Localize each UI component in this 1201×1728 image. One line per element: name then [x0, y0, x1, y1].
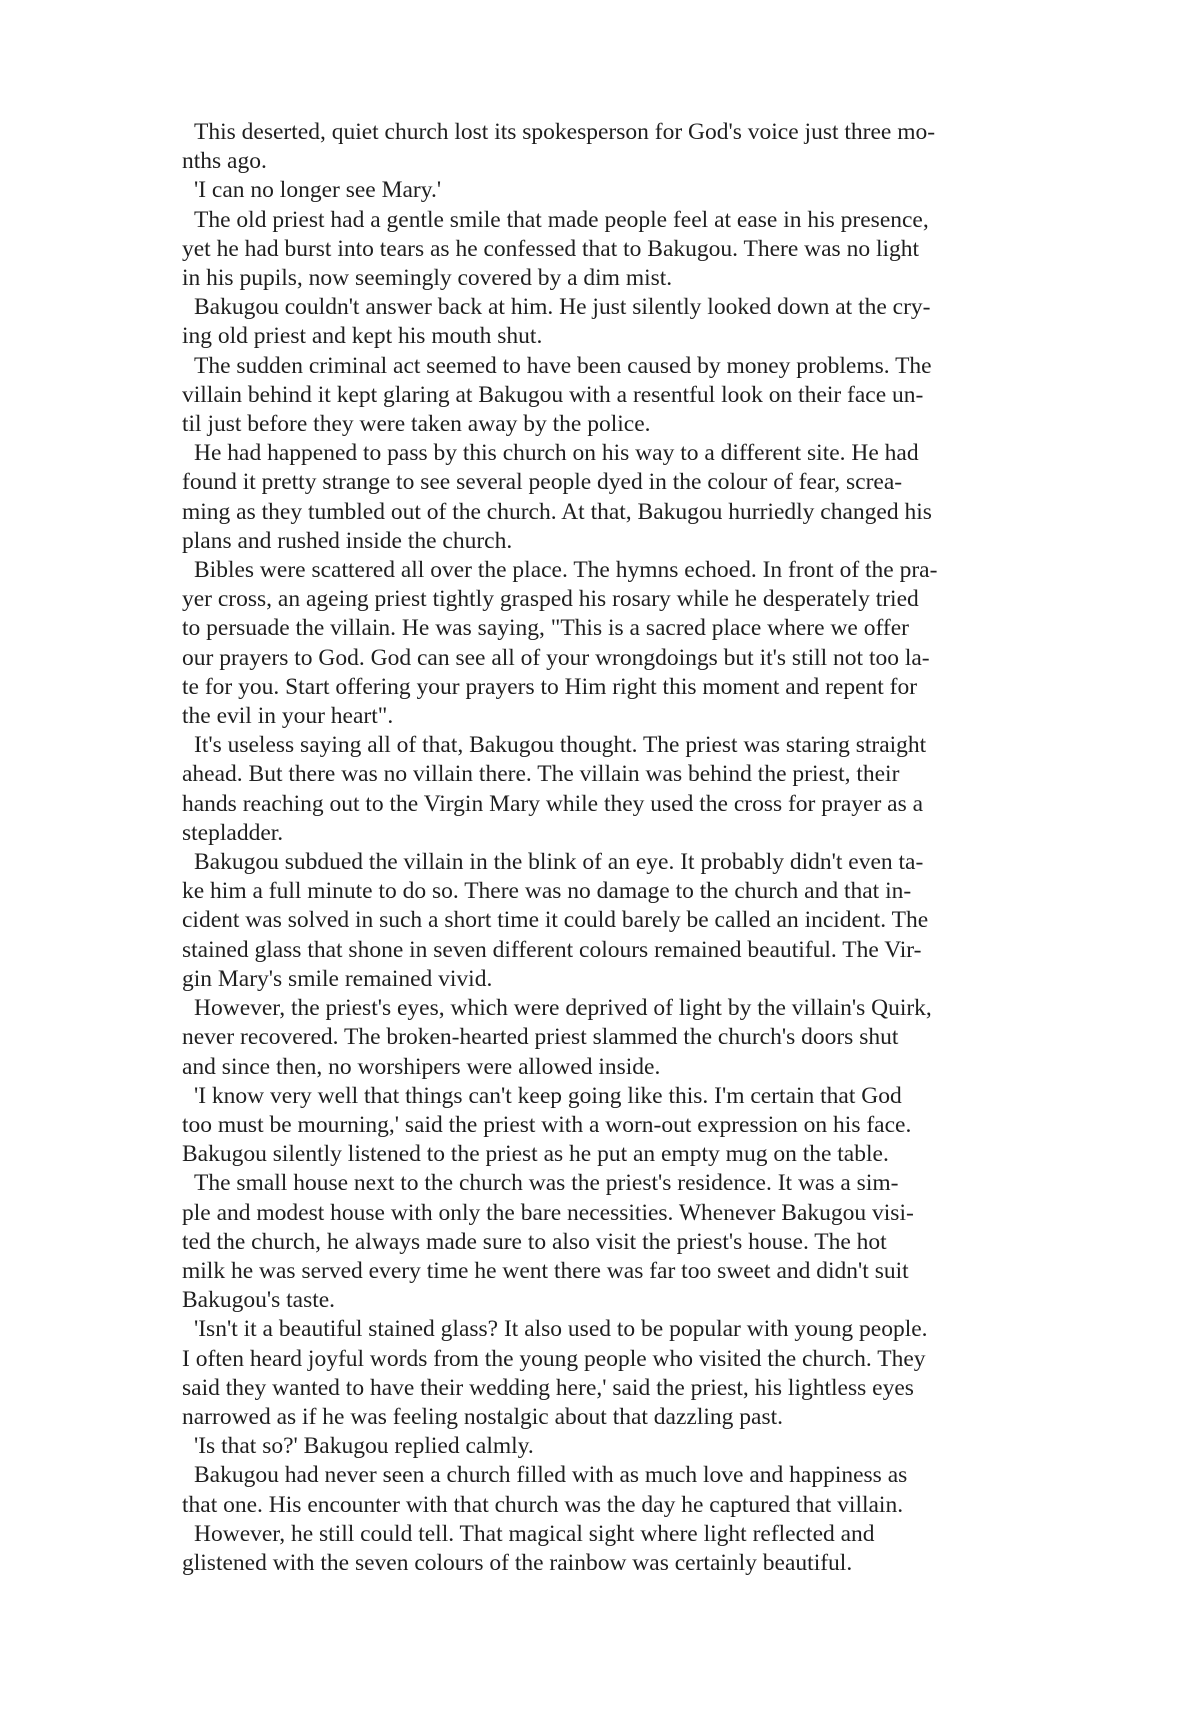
text-line: to persuade the villain. He was saying, "This is a sacred place where we offer	[182, 615, 909, 642]
body-text	[182, 118, 1020, 1578]
text-line: milk he was served every time he went there was far too sweet and didn't suit	[182, 1257, 909, 1284]
paragraph-first-line: However, he still could tell. That magical sight where light reflected and	[194, 1520, 875, 1547]
paragraph-first-line: 'Is that so?' Bakugou replied calmly.	[194, 1433, 534, 1460]
text-line: ke him a full minute to do so. There was no damage to the church and that in-	[182, 878, 912, 905]
text-line: Bakugou silently listened to the priest as he put an empty mug on the table.	[182, 1141, 889, 1168]
text-line: ple and modest house with only the bare necessities. Whenever Bakugou visi-	[182, 1199, 914, 1226]
text-line: hands reaching out to the Virgin Mary while they used the cross for prayer as a	[182, 790, 924, 817]
text-line: found it pretty strange to see several people dyed in the colour of fear, screa-	[182, 469, 903, 496]
paragraph-first-line: Bakugou subdued the villain in the blink of an eye. It probably didn't even ta-	[194, 849, 924, 876]
text-line: stained glass that shone in seven different colours remained beautiful. The Vir-	[182, 936, 922, 963]
paragraph-first-line: The small house next to the church was the priest's residence. It was a sim-	[194, 1170, 899, 1197]
paragraph-first-line: The sudden criminal act seemed to have been caused by money problems. The	[194, 352, 932, 379]
text-line: Bakugou's taste.	[182, 1287, 336, 1314]
paragraph-first-line: However, the priest's eyes, which were deprived of light by the villain's Quirk,	[194, 995, 932, 1022]
text-line: that one. His encounter with that church was the day he captured that villain.	[182, 1491, 904, 1518]
paragraph-first-line: 'Isn't it a beautiful stained glass? It also used to be popular with young people.	[194, 1316, 928, 1343]
text-line: said they wanted to have their wedding here,' said the priest, his lightless eyes	[182, 1374, 914, 1401]
paragraph-first-line: Bakugou had never seen a church filled with as much love and happiness as	[194, 1462, 908, 1489]
text-line: ing old priest and kept his mouth shut.	[182, 323, 543, 350]
text-line: ted the church, he always made sure to also visit the priest's house. The hot	[182, 1228, 887, 1255]
paragraph-first-line: Bakugou couldn't answer back at him. He just silently looked down at the cry-	[194, 294, 931, 321]
text-line: I often heard joyful words from the young people who visited the church. They	[182, 1345, 926, 1372]
text-line: villain behind it kept glaring at Bakugou with a resentful look on their face un-	[182, 381, 924, 408]
text-line: ahead. But there was no villain there. The villain was behind the priest, their	[182, 761, 900, 788]
paragraph-first-line: 'I know very well that things can't keep going like this. I'm certain that God	[194, 1082, 902, 1109]
text-line: te for you. Start offering your prayers to Him right this moment and repent for	[182, 673, 918, 700]
paragraph-first-line: The old priest had a gentle smile that made people feel at ease in his presence,	[194, 206, 929, 233]
paragraph-first-line: It's useless saying all of that, Bakugou thought. The priest was staring straight	[194, 732, 927, 759]
text-line: glistened with the seven colours of the rainbow was certainly beautiful.	[182, 1549, 853, 1576]
paragraph-first-line: 'I can no longer see Mary.'	[194, 177, 442, 204]
text-line: and since then, no worshipers were allowed inside.	[182, 1053, 661, 1080]
text-line: yet he had burst into tears as he confessed that to Bakugou. There was no light	[182, 235, 920, 262]
text-line: ming as they tumbled out of the church. At that, Bakugou hurriedly changed his	[182, 498, 932, 525]
text-line: til just before they were taken away by the police.	[182, 411, 651, 438]
text-line: in his pupils, now seemingly covered by a dim mist.	[182, 265, 673, 292]
text-line: never recovered. The broken-hearted priest slammed the church's doors shut	[182, 1024, 899, 1051]
text-line: plans and rushed inside the church.	[182, 527, 513, 554]
text-line: our prayers to God. God can see all of your wrongdoings but it's still not too la-	[182, 644, 930, 671]
text-line: gin Mary's smile remained vivid.	[182, 965, 493, 992]
text-line: yer cross, an ageing priest tightly grasped his rosary while he desperately tried	[182, 586, 919, 613]
paragraph-first-line: He had happened to pass by this church on his way to a different site. He had	[194, 440, 919, 467]
paragraph-first-line: Bibles were scattered all over the place. The hymns echoed. In front of the pra-	[194, 557, 938, 584]
text-line: stepladder.	[182, 819, 284, 846]
text-line: cident was solved in such a short time it could barely be called an incident. The	[182, 907, 929, 934]
paragraph-first-line: This deserted, quiet church lost its spokesperson for God's voice just three mo-	[194, 119, 936, 145]
text-line: the evil in your heart".	[182, 703, 394, 730]
text-line: too must be mourning,' said the priest with a worn-out expression on his face.	[182, 1111, 912, 1138]
text-line: narrowed as if he was feeling nostalgic about that dazzling past.	[182, 1403, 784, 1430]
text-line: nths ago.	[182, 148, 267, 175]
